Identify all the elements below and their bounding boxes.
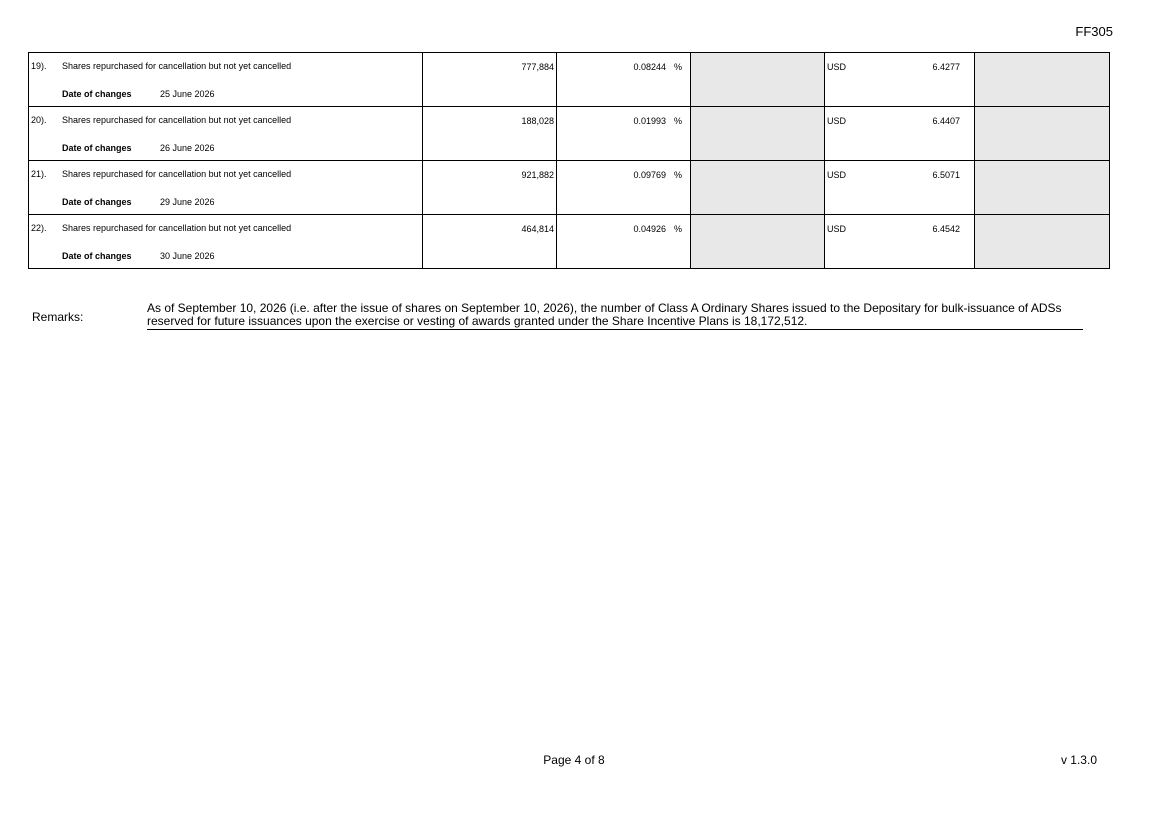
shares-cell: 464,814 bbox=[423, 215, 557, 269]
percent-sign: % bbox=[673, 170, 682, 180]
price-cell bbox=[825, 107, 975, 161]
blank-shaded-cell bbox=[975, 161, 1110, 215]
date-of-changes bbox=[62, 251, 215, 261]
price-value: 6.4277 bbox=[932, 62, 960, 72]
percent-sign: % bbox=[673, 224, 682, 234]
date-label: Date of changes bbox=[62, 89, 132, 99]
date-value: 25 June 2026 bbox=[160, 89, 215, 99]
row-number: 21). bbox=[31, 169, 47, 179]
row-number: 22). bbox=[31, 223, 47, 233]
price-cell bbox=[825, 53, 975, 107]
blank-shaded-cell bbox=[975, 53, 1110, 107]
price-value: 6.5071 bbox=[932, 170, 960, 180]
page-number: Page 4 of 8 bbox=[543, 753, 605, 767]
shares-cell: 921,882 bbox=[423, 161, 557, 215]
row-number: 20). bbox=[31, 115, 47, 125]
share-changes-table bbox=[28, 52, 1110, 269]
date-value: 29 June 2026 bbox=[160, 197, 215, 207]
date-of-changes bbox=[62, 197, 215, 207]
price-value: 6.4407 bbox=[932, 116, 960, 126]
table-row bbox=[29, 107, 1110, 161]
blank-shaded-cell bbox=[691, 161, 825, 215]
currency: USD bbox=[827, 62, 847, 72]
percent-value: 0.08244 bbox=[633, 62, 666, 72]
row-description: Shares repurchased for cancellation but not yet cancelled bbox=[62, 169, 292, 179]
date-value: 26 June 2026 bbox=[160, 143, 215, 153]
currency: USD bbox=[827, 116, 847, 126]
row-number: 19). bbox=[31, 61, 47, 71]
percent-sign: % bbox=[673, 116, 682, 126]
date-label: Date of changes bbox=[62, 251, 132, 261]
form-code: FF305 bbox=[1075, 24, 1113, 39]
percent-cell bbox=[557, 161, 691, 215]
description-cell bbox=[29, 215, 423, 269]
remarks-label: Remarks: bbox=[32, 310, 84, 324]
date-label: Date of changes bbox=[62, 197, 132, 207]
currency: USD bbox=[827, 170, 847, 180]
price-value: 6.4542 bbox=[932, 224, 960, 234]
date-of-changes bbox=[62, 89, 215, 99]
price-cell bbox=[825, 215, 975, 269]
percent-cell bbox=[557, 107, 691, 161]
description-cell bbox=[29, 53, 423, 107]
percent-cell bbox=[557, 53, 691, 107]
row-description: Shares repurchased for cancellation but not yet cancelled bbox=[62, 61, 292, 71]
date-of-changes bbox=[62, 143, 215, 153]
remarks-text: As of September 10, 2026 (i.e. after the issue of shares on September 10, 2026), the number of Class A Ordinary Shares issued to the Depositary for bulk-issuance of ADSs reserved for future issuances upon the exercise or vesting of awards granted under the Share Incentive Plans is 18,172,512. bbox=[147, 302, 1083, 330]
row-description: Shares repurchased for cancellation but not yet cancelled bbox=[62, 115, 292, 125]
date-label: Date of changes bbox=[62, 143, 132, 153]
price-cell bbox=[825, 161, 975, 215]
blank-shaded-cell bbox=[691, 107, 825, 161]
table-row bbox=[29, 215, 1110, 269]
percent-cell bbox=[557, 215, 691, 269]
shares-cell: 777,884 bbox=[423, 53, 557, 107]
percent-value: 0.04926 bbox=[633, 224, 666, 234]
description-cell bbox=[29, 107, 423, 161]
shares-cell: 188,028 bbox=[423, 107, 557, 161]
percent-value: 0.01993 bbox=[633, 116, 666, 126]
date-value: 30 June 2026 bbox=[160, 251, 215, 261]
percent-value: 0.09769 bbox=[633, 170, 666, 180]
table-row bbox=[29, 161, 1110, 215]
blank-shaded-cell bbox=[975, 107, 1110, 161]
percent-sign: % bbox=[673, 62, 682, 72]
table-row bbox=[29, 53, 1110, 107]
currency: USD bbox=[827, 224, 847, 234]
blank-shaded-cell bbox=[975, 215, 1110, 269]
description-cell bbox=[29, 161, 423, 215]
row-description: Shares repurchased for cancellation but not yet cancelled bbox=[62, 223, 292, 233]
version-label: v 1.3.0 bbox=[1060, 753, 1097, 767]
blank-shaded-cell bbox=[691, 215, 825, 269]
blank-shaded-cell bbox=[691, 53, 825, 107]
